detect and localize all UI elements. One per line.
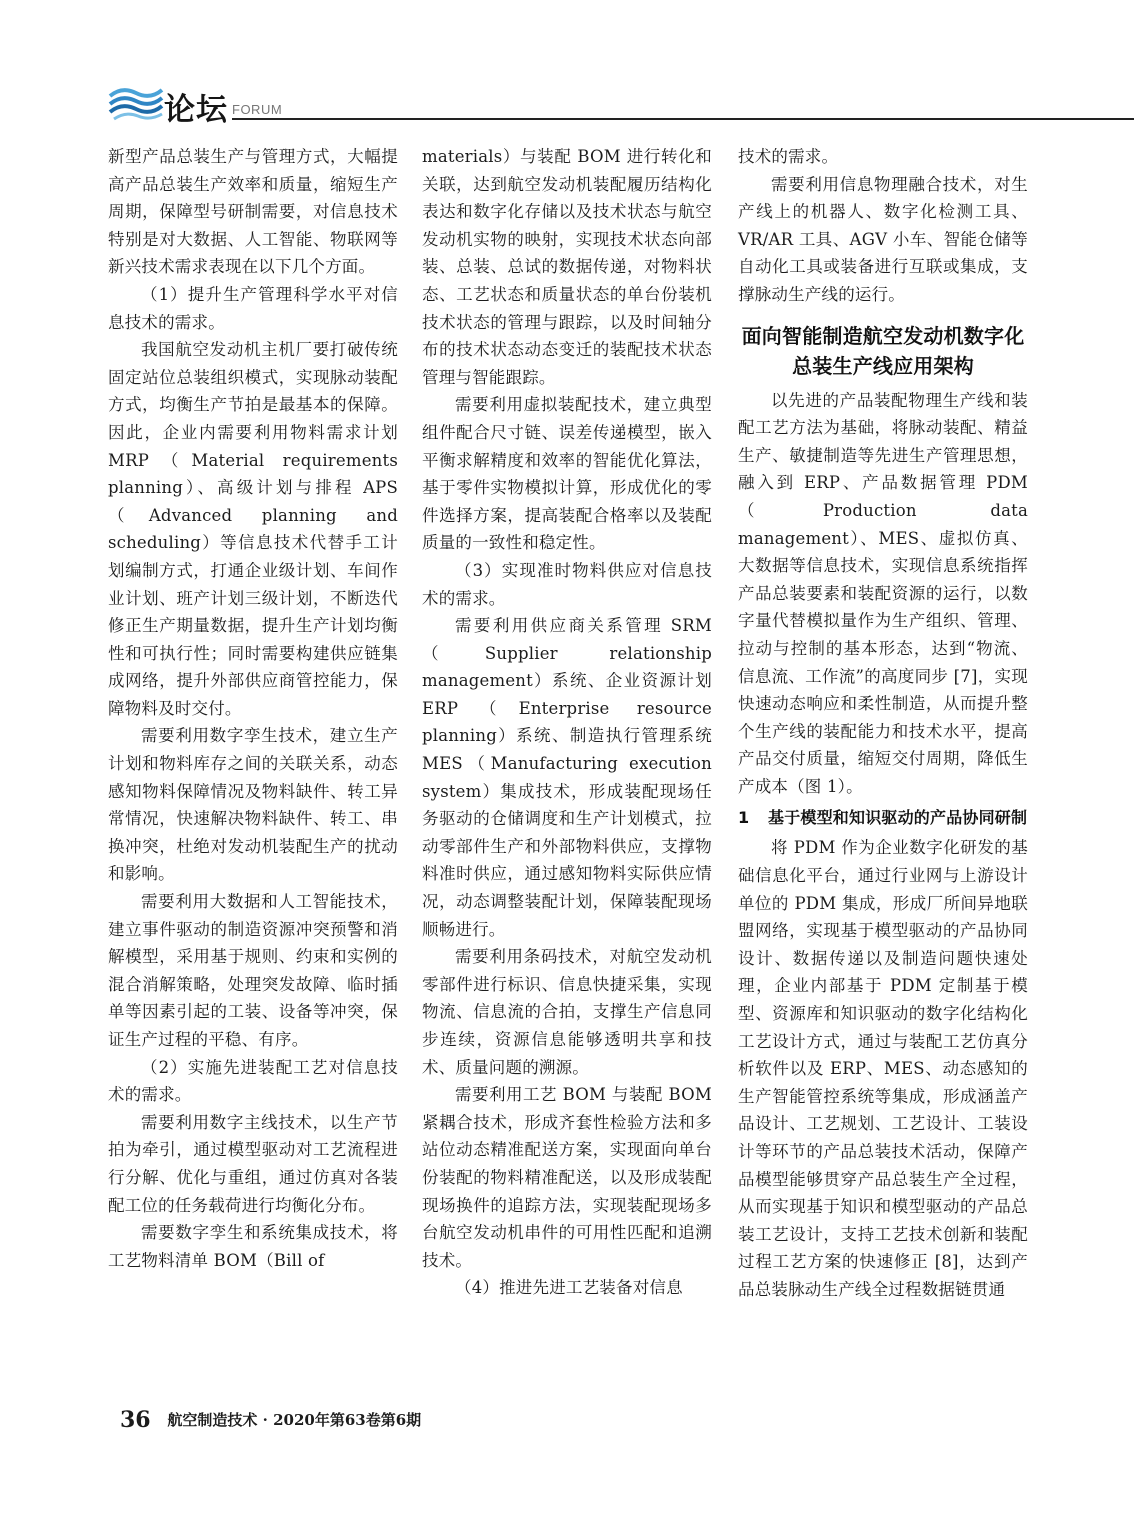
paragraph: 我国航空发动机主机厂要打破传统固定站位总装组织模式，实现脉动装配方式，均衡生产节拍是最基本的保障。因此，企业内需要利用物料需求计划 MRP（Material requirements planning）、高级计划与排程 APS（Advanced planning and scheduling）等信息技术代替手工计划编制方式，打通企业级计划、车间作业计划、班产计划三级计划，不断迭代修正生产期量数据，提升生产计划均衡性和可执行性；同时需要构建供应链集成网络，提升外部供应商管控能力，保障物料及时交付。 [108, 340, 398, 718]
paragraph: 需要利用数字主线技术，以生产节拍为牵引，通过模型驱动对工艺流程进行分解、优化与重组，通过仿真对各装配工位的任务载荷进行均衡化分布。 [108, 1112, 398, 1215]
section-title: 论坛 [164, 92, 228, 128]
paragraph: 将 PDM 作为企业数字化研发的基础信息化平台，通过行业网与上游设计单位的 PDM 集成，形成厂所间异地联盟网络，实现基于模型驱动的产品协同设计、数据传递以及制造问题快速处理，企业内部基于 PDM 定制基于模型、资源库和知识驱动的数字化结构化工艺设计方式，通过与装配工艺仿真分析软件以及 ERP、MES、动态感知的生产智能管控系统等集成，形成涵盖产品设计、工艺规划、工艺设计、工装设计等环节的产品总装技术活动，保障产品模型能够贯穿产品总装生产全过程，从而实现基于知识和模型驱动的产品总装工艺设计，支持工艺技术创新和装配过程工艺方案的快速修正 [8]，达到产品总装脉动生产线全过程数据链贯通 [738, 838, 1028, 1299]
paragraph: 需要利用大数据和人工智能技术，建立事件驱动的制造资源冲突预警和消解模型，采用基于规则、约束和实例的混合消解策略，处理突发故障、临时插单等因素引起的工装、设备等冲突，保证生产过程的平稳、有序。 [108, 892, 398, 1049]
paragraph: 需要利用条码技术，对航空发动机零部件进行标识、信息快捷采集，实现物流、信息流的合拍，支撑生产信息同步连续，资源信息能够透明共享和技术、质量问题的溯源。 [422, 947, 712, 1077]
paragraph: 需要利用工艺 BOM 与装配 BOM 紧耦合技术，形成齐套性检验方法和多站位动态精准配送方案，实现面向单台份装配的物料精准配送，以及形成装配现场换件的追踪方法，实现装配现场多台航空发动机串件的可用性匹配和追溯技术。 [422, 1085, 712, 1270]
text-column-2 [422, 143, 712, 1302]
subsection-title: 基于模型和知识驱动的产品协同研制 [768, 808, 1028, 828]
paragraph: （1）提升生产管理科学水平对信息技术的需求。 [108, 284, 398, 332]
section-heading: 面向智能制造航空发动机数字化总装生产线应用架构 [741, 323, 1025, 378]
header-rule [232, 118, 1134, 120]
text-column-3 [738, 143, 1028, 1304]
subsection-heading [738, 804, 1028, 832]
paragraph: （3）实现准时物料供应对信息技术的需求。 [422, 560, 712, 608]
paragraph: 以先进的产品装配物理生产线和装配工艺方法为基础，将脉动装配、精益生产、敏捷制造等先进生产管理思想，融入到 ERP、产品数据管理 PDM（Production data management）、MES、虚拟仿真、大数据等信息技术，实现信息系统指挥产品总装要素和装配资源的运行，以数字量代替模拟量作为生产组织、管理、拉动与控制的基本形态，达到“物流、信息流、工作流”的高度同步 [7]，实现快速动态响应和柔性制造，从而提升整个生产线的装配能力和技术水平，提高产品交付质量，缩短交付周期，降低生产成本（图 1）。 [738, 390, 1028, 796]
paragraph: 需要利用虚拟装配技术，建立典型组件配合尺寸链、误差传递模型，嵌入平衡求解精度和效率的智能优化算法，基于零件实物模拟计算，形成优化的零件选择方案，提高装配合格率以及装配质量的一致性和稳定性。 [422, 395, 712, 553]
paragraph: 需要利用信息物理融合技术，对生产线上的机器人、数字化检测工具、VR/AR 工具、AGV 小车、智能仓储等自动化工具或装备进行互联或集成，支撑脉动生产线的运行。 [738, 174, 1028, 304]
journal-info: 航空制造技术 · 2020年第63卷第6期 [167, 1411, 422, 1429]
text-column-1 [108, 143, 398, 1274]
paragraph: 技术的需求。 [738, 147, 839, 166]
page-header [108, 82, 1134, 128]
paragraph: 需要利用供应商关系管理 SRM（Supplier relationship management）系统、企业资源计划 ERP（Enterprise resource planning）系统、制造执行管理系统 MES（Manufacturing execution system）集成技术，形成装配现场任务驱动的仓储调度和生产计划模式，拉动零部件生产和外部物料供应，支撑物料准时供应，通过感知物料实际供应情况，动态调整装配计划，保障装配现场顺畅进行。 [422, 616, 712, 939]
paragraph: 需要数字孪生和系统集成技术，将工艺物料清单 BOM（Bill of [108, 1223, 398, 1270]
section-title-en: FORUM [232, 102, 283, 117]
paragraph: materials）与装配 BOM 进行转化和关联，达到航空发动机装配履历结构化表达和数字化存储以及技术状态与航空发动机实物的映射，实现技术状态向部装、总装、总试的数据传递，对物料状态、工艺状态和质量状态的单台份装机技术状态的管理与跟踪，以及时间轴分布的技术状态动态变迁的装配技术状态管理与智能跟踪。 [422, 147, 712, 387]
paragraph: （4）推进先进工艺装备对信息 [455, 1278, 683, 1298]
page-number: 36 [120, 1407, 151, 1433]
subsection-number: 1 [738, 808, 750, 828]
page-footer [120, 1407, 421, 1433]
paragraph: 新型产品总装生产与管理方式，大幅提高产品总装生产效率和质量，缩短生产周期，保障型号研制需要，对信息技术特别是对大数据、人工智能、物联网等新兴技术需求表现在以下几个方面。 [108, 147, 398, 277]
waves-logo-icon [108, 82, 164, 122]
paragraph: 需要利用数字孪生技术，建立生产计划和物料库存之间的关联关系，动态感知物料保障情况及物料缺件、转工异常情况，快速解决物料缺件、转工、串换冲突，杜绝对发动机装配生产的扰动和影响。 [108, 726, 398, 884]
paragraph: （2）实施先进装配工艺对信息技术的需求。 [108, 1057, 398, 1105]
